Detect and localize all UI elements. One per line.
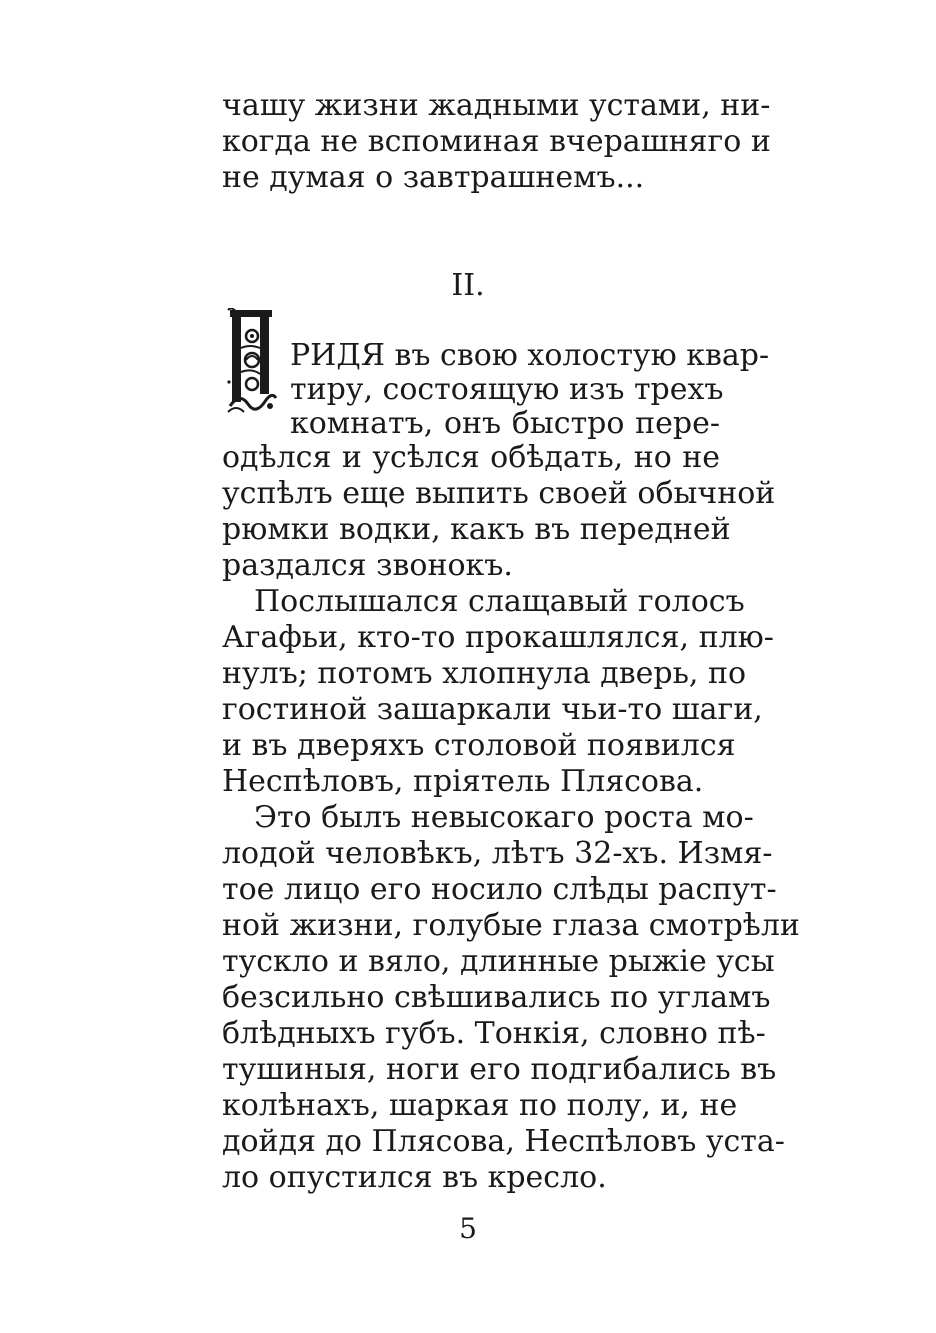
text-line: тое лицо его носило слѣды распут-	[222, 872, 777, 907]
page-number: 5	[459, 1212, 477, 1245]
text-line: чашу жизни жадными устами, ни-	[222, 88, 771, 123]
text-line: колѣнахъ, шаркая по полу, и, не	[222, 1088, 738, 1123]
text-line: тушиныя, ноги его подгибались въ	[222, 1052, 777, 1087]
text-line: Это былъ невысокаго роста мо-	[254, 800, 754, 835]
text-line: дойдя до Плясова, Неспѣловъ уста-	[222, 1124, 785, 1159]
text-line: нулъ; потомъ хлопнула дверь, по	[222, 656, 747, 691]
text-line: ло опустился въ кресло.	[222, 1160, 607, 1195]
text-line: гостиной зашаркали чьи-то шаги,	[222, 692, 763, 727]
text-line: комнатъ, онъ быстро пере-	[290, 406, 720, 441]
text-line: ной жизни, голубые глаза смотрѣли	[222, 908, 800, 943]
text-line: Неспѣловъ, пріятель Плясова.	[222, 764, 704, 799]
text-line: не думая о завтрашнемъ...	[222, 160, 645, 195]
text-line: РИДЯ въ свою холостую квар-	[290, 338, 770, 373]
text-line: рюмки водки, какъ въ передней	[222, 512, 731, 547]
chapter-heading: II.	[451, 268, 485, 303]
text-line: успѣлъ еще выпить своей обычной	[222, 476, 776, 511]
text-line: раздался звонокъ.	[222, 548, 513, 583]
ornamental-p-icon	[226, 308, 278, 418]
text-line: безсильно свѣшивались по угламъ	[222, 980, 771, 1015]
text-line: Послышался слащавый голосъ	[254, 584, 745, 619]
text-line: тускло и вяло, длинные рыжіе усы	[222, 944, 775, 979]
text-line: когда не вспоминая вчерашняго и	[222, 124, 771, 159]
text-line: одѣлся и усѣлся обѣдать, но не	[222, 440, 720, 475]
text-line: и въ дверяхъ столовой появился	[222, 728, 736, 763]
text-line: блѣдныхъ губъ. Тонкія, словно пѣ-	[222, 1016, 766, 1051]
text-line: тиру, состоящую изъ трехъ	[290, 372, 724, 407]
drop-cap-letter	[226, 308, 227, 309]
drop-cap-ornament	[226, 308, 278, 418]
text-line: лодой человѣкъ, лѣтъ 32-хъ. Измя-	[222, 836, 773, 871]
text-line: Агафьи, кто-то прокашлялся, плю-	[222, 620, 774, 655]
